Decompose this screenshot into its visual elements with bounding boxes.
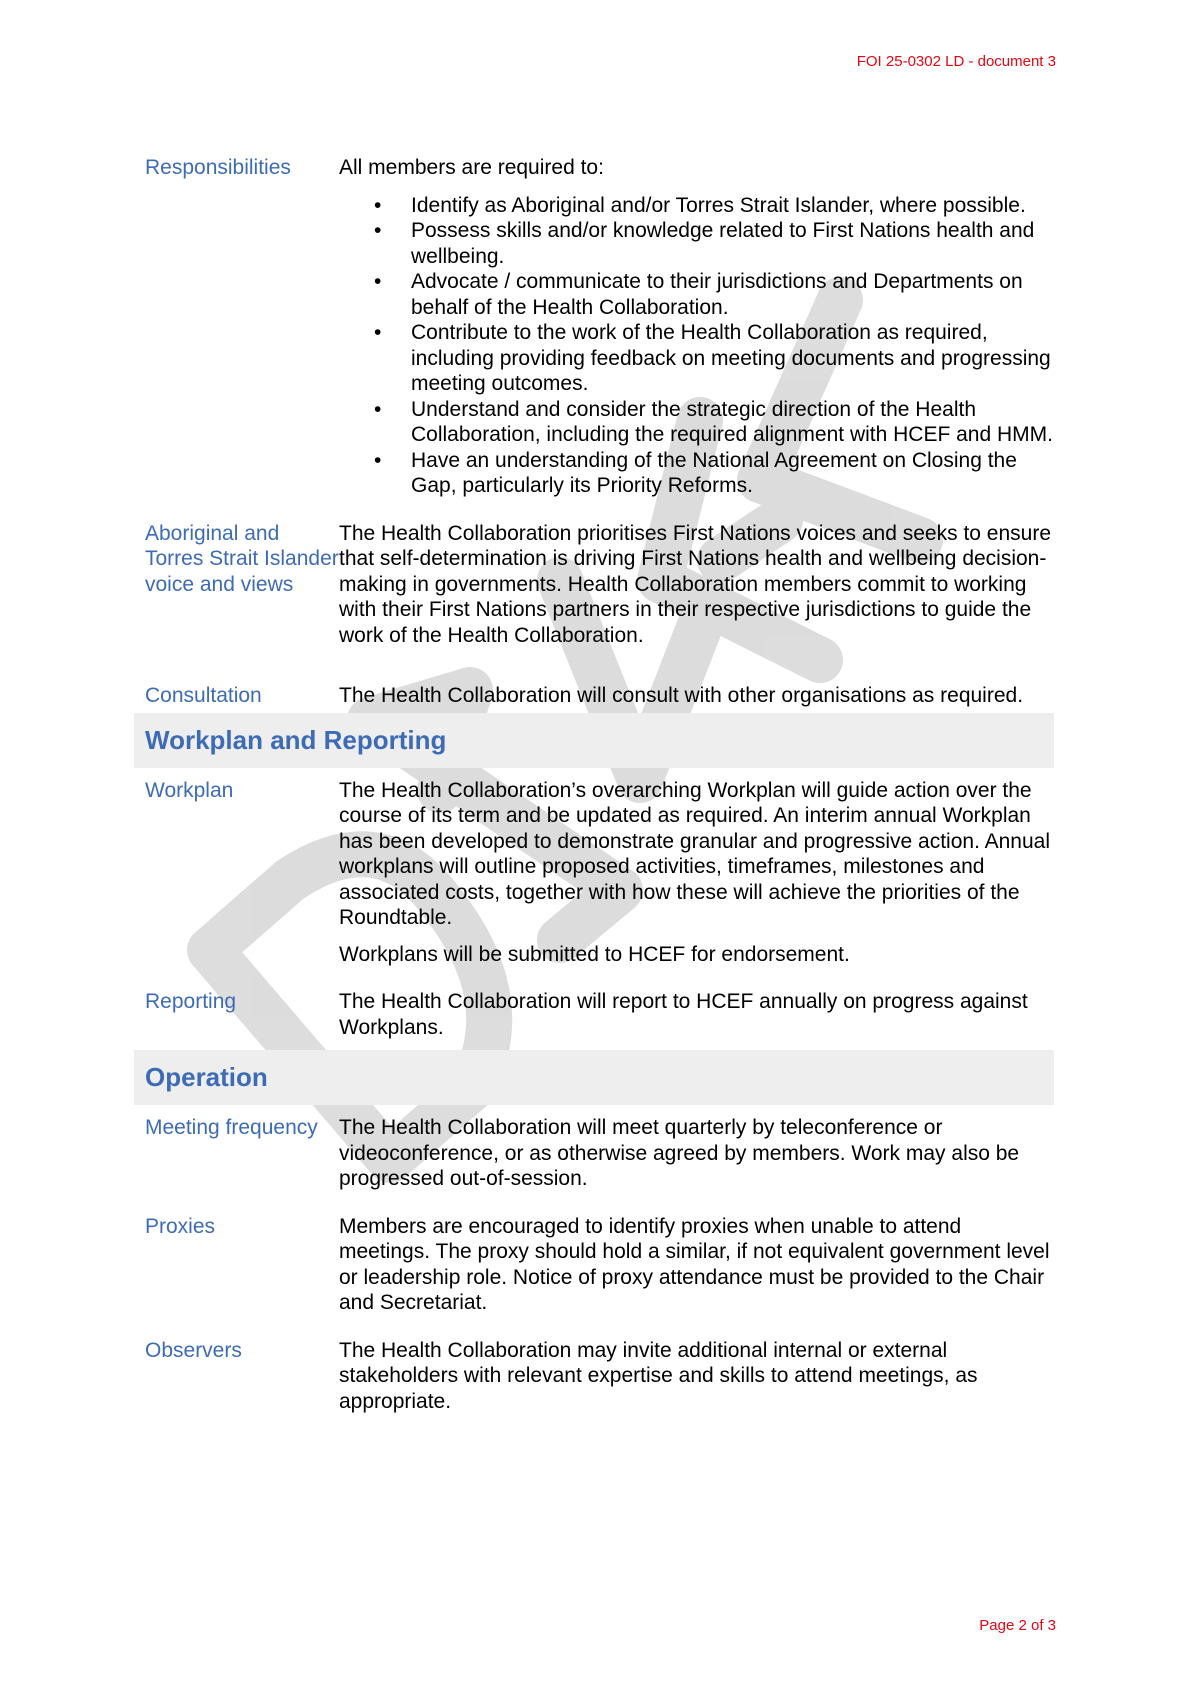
list-item: • Have an understanding of the National Agreement on Closing the Gap, particularly its Priority Reforms. bbox=[411, 448, 1054, 499]
paragraph: Workplans will be submitted to HCEF for endorsement. bbox=[339, 942, 850, 966]
workplan-row bbox=[145, 778, 1054, 968]
meeting-frequency-row bbox=[145, 1115, 1054, 1192]
meeting-frequency-label: Meeting frequency bbox=[145, 1116, 318, 1139]
consultation-row bbox=[145, 683, 1054, 709]
reporting-row bbox=[145, 989, 1054, 1040]
proxies-text bbox=[339, 1214, 1054, 1316]
list-item: • Advocate / communicate to their jurisdictions and Departments on behalf of the Health Collaboration. bbox=[411, 269, 1054, 320]
responsibilities-row bbox=[145, 155, 1054, 499]
document-body bbox=[145, 155, 1054, 1414]
observers-text bbox=[339, 1338, 1054, 1415]
list-item: • Understand and consider the strategic direction of the Health Collaboration, including the required alignment with HCEF and HMM. bbox=[411, 397, 1054, 448]
consultation-label: Consultation bbox=[145, 684, 262, 707]
observers-row bbox=[145, 1338, 1054, 1415]
workplan-label: Workplan bbox=[145, 778, 234, 802]
responsibilities-label: Responsibilities bbox=[145, 156, 291, 179]
responsibilities-list bbox=[339, 193, 1054, 499]
voice-views-row bbox=[145, 521, 1054, 649]
list-item: • Identify as Aboriginal and/or Torres Strait Islander, where possible. bbox=[411, 193, 1054, 219]
voice-views-text bbox=[339, 521, 1054, 649]
voice-views-label: Aboriginal and Torres Strait Islander voice and views bbox=[145, 521, 339, 596]
document-reference: FOI 25-0302 LD - document 3 bbox=[856, 53, 1056, 70]
paragraph: The Health Collaboration will consult with other organisations as required. bbox=[339, 684, 1024, 707]
reporting-text bbox=[339, 989, 1054, 1040]
list-item: • Contribute to the work of the Health Collaboration as required, including providing feedback on meeting documents and progressing meeting outcomes. bbox=[411, 320, 1054, 397]
workplan-reporting-heading: Workplan and Reporting bbox=[134, 713, 1054, 768]
paragraph: The Health Collaboration will report to HCEF annually on progress against Workplans. bbox=[339, 990, 1028, 1039]
paragraph: The Health Collaboration will meet quarterly by teleconference or videoconference, or as otherwise agreed by members. Work may also be progressed out-of-session. bbox=[339, 1116, 1020, 1190]
paragraph: The Health Collaboration prioritises First Nations voices and seeks to ensure that self-determination is driving First Nations health and wellbeing decision-making in governments. Health Collaboration members commit to working with their First Nations partners in their respective jurisdictions to guide the work of the Health Collaboration. bbox=[339, 521, 1052, 647]
reporting-label: Reporting bbox=[145, 990, 237, 1013]
page-number: Page 2 of 3 bbox=[979, 1617, 1056, 1634]
observers-label: Observers bbox=[145, 1338, 242, 1362]
operation-heading: Operation bbox=[134, 1050, 1054, 1105]
responsibilities-intro: All members are required to: bbox=[339, 156, 604, 179]
paragraph: Members are encouraged to identify proxies when unable to attend meetings. The proxy should hold a similar, if not equivalent government level or leadership role. Notice of proxy attendance must be provided to the Chair and Secretariat. bbox=[339, 1214, 1050, 1314]
consultation-text bbox=[339, 683, 1054, 709]
workplan-text bbox=[339, 778, 1054, 968]
list-item: • Possess skills and/or knowledge related to First Nations health and wellbeing. bbox=[411, 218, 1054, 269]
paragraph: The Health Collaboration’s overarching Workplan will guide action over the course of its term and be updated as required. An interim annual Workplan has been developed to demonstrate granular and progressive action. Annual workplans will outline proposed activities, timeframes, milestones and associated costs, together with how these will achieve the priorities of the Roundtable. bbox=[339, 778, 1050, 929]
responsibilities-text bbox=[339, 155, 1054, 499]
paragraph: The Health Collaboration may invite additional internal or external stakeholders with relevant expertise and skills to attend meetings, as appropriate. bbox=[339, 1338, 978, 1413]
meeting-frequency-text bbox=[339, 1115, 1054, 1192]
proxies-label: Proxies bbox=[145, 1214, 216, 1238]
proxies-row bbox=[145, 1214, 1054, 1316]
